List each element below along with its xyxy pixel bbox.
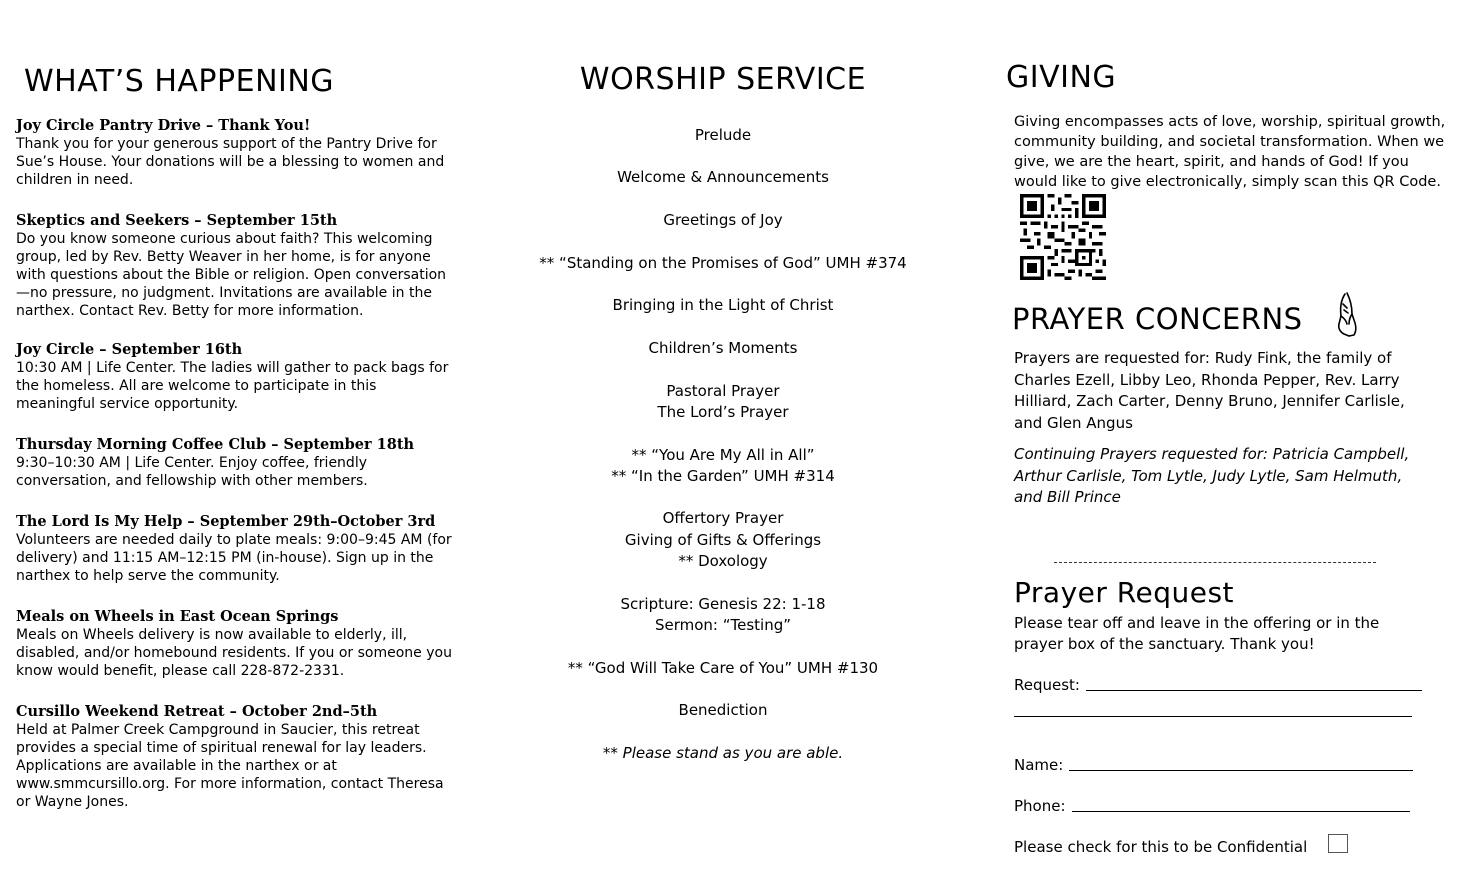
order-item: ** Doxology (678, 552, 768, 570)
event-title: Skeptics and Seekers – September 15th (16, 212, 338, 229)
request-line-2[interactable] (1014, 716, 1412, 717)
hymn-item: ** “God Will Take Care of You” UMH #130 (567, 659, 879, 677)
event-item (16, 341, 456, 413)
request-field-continued[interactable] (1014, 716, 1412, 720)
order-item: Pastoral Prayer (666, 382, 780, 400)
worship-service-title: WORSHIP SERVICE (579, 62, 867, 97)
event-body: Volunteers are needed daily to plate meals: 9:00–9:45 AM (for delivery) and 11:15 AM–12:15 PM (in-house). Sign up in the narthex to help serve the community. (16, 532, 452, 584)
whats-happening-title: WHAT’S HAPPENING (24, 64, 335, 99)
name-field[interactable] (1014, 756, 1413, 774)
confidential-label: Please check for this to be Confidential (1014, 838, 1308, 856)
event-item (16, 212, 456, 320)
tear-off-line (1054, 562, 1376, 563)
order-item: Benediction (678, 701, 768, 719)
event-title: The Lord Is My Help – September 29th–October 3rd (16, 513, 436, 530)
stand-footnote (520, 743, 926, 765)
continuing-prayers: Continuing Prayers requested for: Patricia Campbell, Arthur Carlisle, Tom Lytle, Judy Lytle, Sam Helmuth, and Bill Prince (1014, 445, 1410, 506)
sermon-item: Sermon: “Testing” (654, 616, 792, 634)
event-item (16, 513, 456, 585)
hymn-item: ** “In the Garden” UMH #314 (611, 467, 835, 485)
order-item: Offertory Prayer (662, 509, 784, 527)
prayer-concerns-title: PRAYER CONCERNS (1012, 302, 1303, 336)
giving-body: Giving encompasses acts of love, worship, spiritual growth, community building, and societal transformation. When we give, we are the heart, spirit, and hands of God! If you would like to give electronically, simply scan this QR Code. (1014, 114, 1446, 190)
order-item: Bringing in the Light of Christ (612, 296, 834, 314)
request-line[interactable] (1086, 690, 1422, 691)
event-body: 10:30 AM | Life Center. The ladies will gather to pack bags for the homeless. All are welcome to participate in this meaningful service opportunity. (16, 360, 449, 412)
order-item: Welcome & Announcements (617, 168, 829, 186)
phone-line[interactable] (1072, 811, 1410, 812)
event-item (16, 436, 456, 490)
request-field[interactable] (1014, 676, 1422, 694)
event-title: Cursillo Weekend Retreat – October 2nd–5th (16, 703, 378, 720)
event-body: 9:30–10:30 AM | Life Center. Enjoy coffee, friendly conversation, and fellowship with other members. (16, 455, 368, 489)
giving-title: GIVING (1006, 60, 1117, 95)
phone-label: Phone: (1014, 797, 1066, 815)
phone-field[interactable] (1014, 797, 1410, 815)
name-label: Name: (1014, 756, 1064, 774)
event-title: Joy Circle – September 16th (16, 341, 243, 358)
name-line[interactable] (1069, 770, 1413, 771)
confidential-row (1014, 838, 1307, 856)
event-item (16, 608, 456, 680)
event-item (16, 117, 456, 189)
prayer-list: Prayers are requested for: Rudy Fink, the family of Charles Ezell, Libby Leo, Rhonda Pepper, Rev. Larry Hilliard, Zach Carter, Denny Bruno, Jennifer Carlisle, and Glen Angus (1014, 349, 1405, 432)
event-body: Do you know someone curious about faith? This welcoming group, led by Rev. Betty Weaver in her home, is for anyone with questions about the Bible or religion. Open conversation—no pressure, no judgment. Invitations are available in the narthex. Contact Rev. Betty for more information. (16, 231, 447, 319)
event-title: Joy Circle Pantry Drive – Thank You! (16, 117, 311, 134)
order-item: The Lord’s Prayer (657, 403, 789, 421)
event-body: Meals on Wheels delivery is now available to elderly, ill, disabled, and/or homebound residents. If you or someone you know would benefit, please call 228-872-2331. (16, 627, 452, 679)
event-item (16, 703, 456, 811)
event-title: Thursday Morning Coffee Club – September 18th (16, 436, 415, 453)
hymn-item: ** “You Are My All in All” (631, 446, 815, 464)
hymn-item: ** “Standing on the Promises of God” UMH #374 (539, 254, 907, 272)
footnote-text: Please stand as you are able. (622, 744, 844, 762)
event-title: Meals on Wheels in East Ocean Springs (16, 608, 339, 625)
footnote-marker: ** (602, 744, 618, 762)
order-item: Greetings of Joy (663, 211, 783, 229)
qr-code-icon[interactable] (1020, 194, 1106, 280)
prayer-request-title: Prayer Request (1014, 576, 1235, 609)
order-item: Giving of Gifts & Offerings (624, 531, 822, 549)
prayer-request-instructions: Please tear off and leave in the offering or in the prayer box of the sanctuary. Thank you! (1014, 614, 1380, 653)
event-body: Thank you for your generous support of the Pantry Drive for Sue’s House. Your donations will be a blessing to women and children in need. (16, 136, 445, 188)
confidential-checkbox[interactable] (1328, 834, 1348, 853)
order-item: Prelude (694, 126, 752, 144)
event-body: Held at Palmer Creek Campground in Saucier, this retreat provides a special time of spiritual renewal for lay leaders. Applications are available in the narthex or at www.smmcursillo.org. For more information, contact Theresa or Wayne Jones. (16, 722, 444, 810)
request-label: Request: (1014, 676, 1080, 694)
praying-hands-icon (1331, 290, 1367, 338)
order-item: Children’s Moments (648, 339, 798, 357)
scripture-item: Scripture: Genesis 22: 1-18 (620, 595, 826, 613)
